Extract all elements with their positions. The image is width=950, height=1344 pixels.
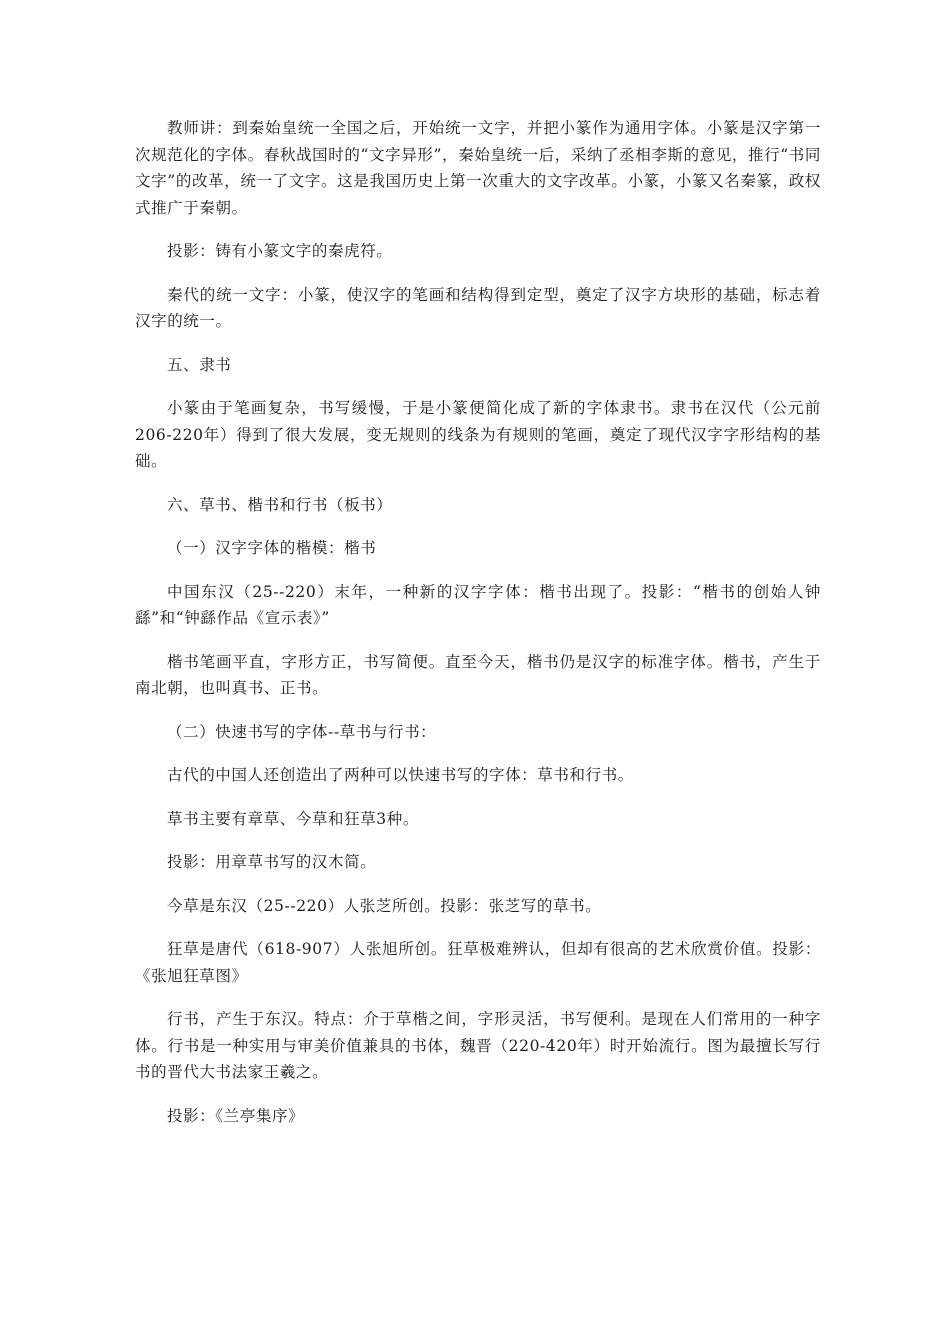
heading-lishu: 五、隶书: [167, 355, 232, 374]
paragraph-kaishu-features: 楷书笔画平直，字形方正，书写简便。直至今天，楷书仍是汉字的标准字体。楷书，产生于南北朝，也叫真书、正书。: [135, 652, 821, 697]
paragraph-kuangcao: 狂草是唐代（618-907）人张旭所创。狂草极难辨认，但却有很高的艺术欣赏价值。投影：《张旭狂草图》: [135, 940, 821, 985]
subheading-kaishu: （一）汉字字体的楷模：楷书: [167, 539, 377, 557]
subheading-fast-scripts: （二）快速书写的字体--草书与行书：: [167, 722, 437, 741]
paragraph-jincao: 今草是东汉（25--220）人张芝所创。投影：张芝写的草书。: [167, 896, 602, 915]
paragraph-projection-tiger-tally: 投影：铸有小篆文字的秦虎符。: [167, 242, 393, 260]
paragraph-two-fast-scripts: 古代的中国人还创造出了两种可以快速书写的字体：草书和行书。: [167, 766, 634, 784]
paragraph-teacher-explains-xiaozhuan: 教师讲：到秦始皇统一全国之后，开始统一文字，并把小篆作为通用字体。小篆是汉字第一次规范化的字体。春秋战国时的“文字异形”，秦始皇统一后，采纳了丞相李斯的意见，推行“书同文字”的改革，统一了文字。这是我国历史上第一次重大的文字改革。小篆，小篆又名秦篆，政权式推广于秦朝。: [135, 119, 821, 217]
paragraph-caoshu-types: 草书主要有章草、今草和狂草3种。: [167, 809, 419, 828]
paragraph-projection-han-slips: 投影：用章草书写的汉木简。: [167, 853, 377, 871]
paragraph-projection-lanting: 投影：《兰亭集序》: [167, 1106, 305, 1125]
document-body: [135, 115, 821, 1129]
paragraph-xingshu: 行书，产生于东汉。特点：介于草楷之间，字形灵活，书写便利。是现在人们常用的一种字体。行书是一种实用与审美价值兼具的书体，魏晋（220-420年）时开始流行。图为最擅长写行书的晋代大书法家王羲之。: [135, 1010, 821, 1081]
heading-caoshu-kaishu-xingshu: 六、草书、楷书和行书（板书）: [167, 495, 393, 514]
paragraph-lishu: 小篆由于笔画复杂，书写缓慢，于是小篆便简化成了新的字体隶书。隶书在汉代（公元前206-220年）得到了很大发展，变无规则的线条为有规则的笔画，奠定了现代汉字字形结构的基础。: [135, 399, 821, 470]
paragraph-kaishu-origin: 中国东汉（25--220）末年，一种新的汉字字体：楷书出现了。投影：“楷书的创始人钟繇”和“钟繇作品《宣示表》”: [135, 582, 821, 627]
paragraph-qin-unification: 秦代的统一文字：小篆，使汉字的笔画和结构得到定型，奠定了汉字方块形的基础，标志着汉字的统一。: [135, 285, 821, 330]
